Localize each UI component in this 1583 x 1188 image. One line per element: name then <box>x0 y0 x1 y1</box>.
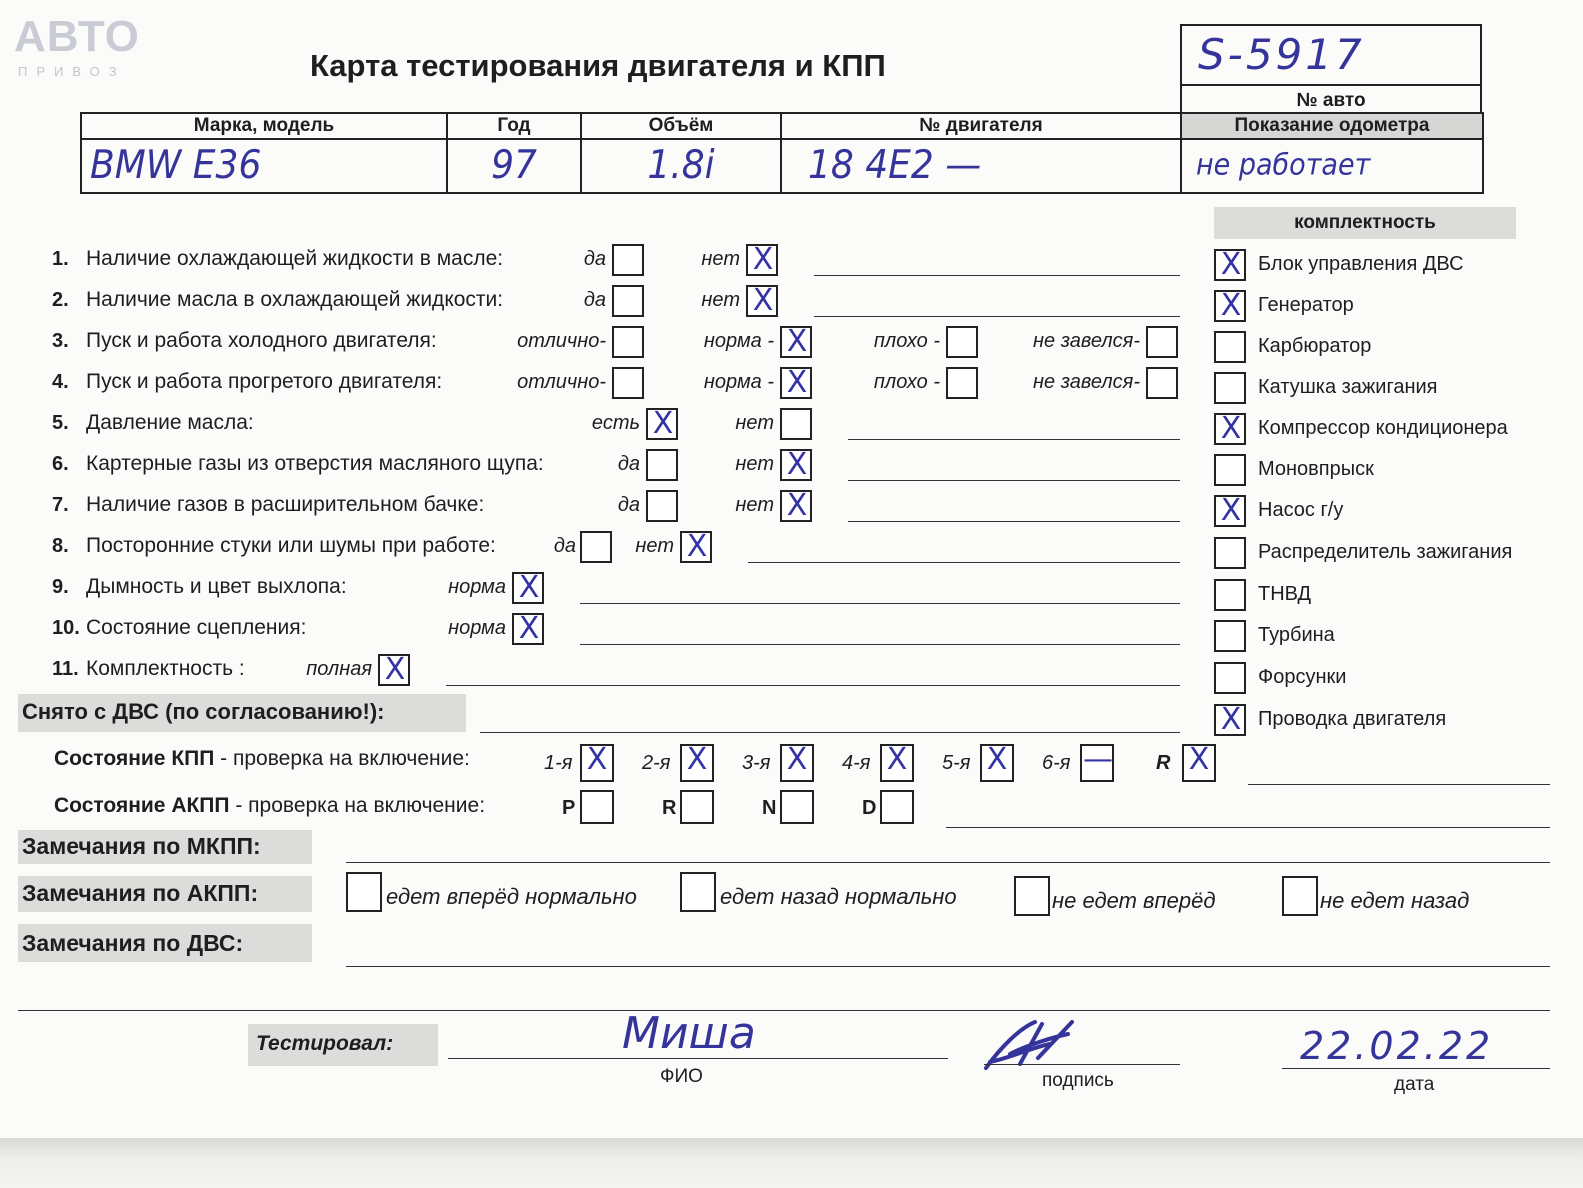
kit-checkbox[interactable] <box>1214 413 1246 445</box>
check-number: 1. <box>52 248 69 270</box>
gear-label: 6-я <box>1042 752 1071 774</box>
check-label: Картерные газы из отверстия масляного щупа: <box>86 452 544 475</box>
check-number: 2. <box>52 289 69 311</box>
check-mark-icon: X <box>786 447 808 482</box>
check-number: 8. <box>52 535 69 557</box>
check-mark-icon: X <box>686 529 708 564</box>
check-option-label: есть <box>591 412 640 434</box>
check-label: Дымность и цвет выхлопа: <box>86 575 347 598</box>
year-value: 97 <box>447 139 581 193</box>
kit-item-label: Распределитель зажигания <box>1258 541 1513 563</box>
gear-checkbox[interactable] <box>880 744 914 782</box>
check-label: Пуск и работа прогретого двигателя: <box>86 370 443 393</box>
header-label-year: Год <box>447 113 581 139</box>
akpp-remark-label: не едет назад <box>1320 888 1470 913</box>
kit-checkbox[interactable] <box>1214 331 1246 363</box>
kit-item-label: ТНВД <box>1258 583 1312 605</box>
gear-checkbox[interactable] <box>780 744 814 782</box>
gear-label: 5-я <box>942 752 971 774</box>
answer-line <box>848 521 1180 522</box>
akpp-remark-checkbox[interactable] <box>680 872 716 912</box>
header-label-volume: Объём <box>581 113 781 139</box>
kit-item-label: Компрессор кондиционера <box>1258 417 1508 439</box>
gear-label: 4-я <box>842 752 871 774</box>
check-mark-icon: X <box>1220 411 1242 446</box>
gear-checkbox[interactable] <box>980 744 1014 782</box>
check-option-label: не завелся- <box>1033 330 1140 352</box>
make-model-value: BMW E36 <box>81 139 447 193</box>
check-mark-icon: X <box>1188 742 1210 777</box>
answer-line <box>814 316 1180 317</box>
check-number: 5. <box>52 412 69 434</box>
akpp-mode-label: P <box>562 797 576 819</box>
odometer-value: не работает <box>1181 139 1483 193</box>
kit-checkbox[interactable] <box>1214 620 1246 652</box>
check-option-label: норма - <box>703 330 774 352</box>
akpp-mode-checkbox[interactable] <box>880 790 914 824</box>
akpp-label: Состояние АКПП - проверка на включение: <box>54 794 486 817</box>
kit-item-label: Блок управления ДВС <box>1258 253 1464 275</box>
check-option-label: полная <box>306 658 372 680</box>
header-label-make-model: Марка, модель <box>81 113 447 139</box>
answer-line <box>848 439 1180 440</box>
header-label-engine-number: № двигателя <box>781 113 1181 139</box>
akpp-remark-label: не едет вперёд <box>1052 888 1216 913</box>
gear-checkbox[interactable] <box>1182 744 1216 782</box>
page-title: Карта тестирования двигателя и КПП <box>310 48 886 83</box>
fio-label: ФИО <box>660 1066 703 1087</box>
kit-checkbox[interactable] <box>1214 537 1246 569</box>
check-mark-icon: X <box>1220 288 1242 323</box>
answer-line <box>814 275 1180 276</box>
fio-value: Миша <box>622 1008 756 1059</box>
check-option-label: норма <box>448 576 506 598</box>
akpp-mode-checkbox[interactable] <box>580 790 614 824</box>
kit-title: комплектность <box>1294 212 1436 233</box>
check-number: 10. <box>52 617 80 639</box>
car-number-label: № авто <box>1180 86 1482 116</box>
kit-item-label: Моновпрыск <box>1258 458 1374 480</box>
remarks-mkpp-label: Замечания по МКПП: <box>22 833 261 859</box>
check-option-checkbox[interactable] <box>512 613 544 645</box>
check-option-checkbox[interactable] <box>946 367 978 399</box>
kpp-label: Состояние КПП - проверка на включение: <box>54 747 470 770</box>
date-line <box>1282 1068 1550 1069</box>
check-label: Давление масла: <box>86 411 254 434</box>
engine-number-value: 18 4E2 — <box>781 139 1181 193</box>
answer-line <box>848 480 1180 481</box>
check-option-label: нет <box>735 494 774 516</box>
check-number: 11. <box>52 658 79 680</box>
gear-label: 1-я <box>544 752 573 774</box>
remarks-dvs-line-2 <box>18 1010 1550 1011</box>
check-option-label: норма - <box>703 371 774 393</box>
remarks-mkpp-line <box>346 862 1550 863</box>
check-mark-icon: X <box>518 570 540 605</box>
answer-line <box>446 685 1180 686</box>
check-number: 3. <box>52 330 69 352</box>
signature <box>980 1018 1080 1074</box>
check-option-checkbox[interactable] <box>946 326 978 358</box>
brand-logo: АВТО <box>14 12 140 61</box>
volume-value: 1.8i <box>581 139 781 193</box>
check-option-label: отлично- <box>517 371 606 393</box>
remarks-akpp-label: Замечания по АКПП: <box>22 880 259 906</box>
check-label: Наличие охлаждающей жидкости в масле: <box>86 247 504 270</box>
kit-item-label: Насос г/у <box>1258 499 1344 521</box>
gear-label: 2-я <box>642 752 671 774</box>
check-option-label: да <box>583 248 606 270</box>
check-mark-icon: X <box>752 242 774 277</box>
check-mark-icon: X <box>652 406 674 441</box>
kit-checkbox[interactable] <box>1214 372 1246 404</box>
check-option-checkbox[interactable] <box>780 449 812 481</box>
check-mark-icon: X <box>786 742 808 777</box>
check-option-checkbox[interactable] <box>746 244 778 276</box>
check-option-label: нет <box>635 535 674 557</box>
fio-line <box>448 1058 948 1059</box>
akpp-line <box>946 827 1550 828</box>
check-option-checkbox[interactable] <box>1146 367 1178 399</box>
check-label: Посторонние стуки или шумы при работе: <box>86 534 496 557</box>
kit-checkbox[interactable] <box>1214 579 1246 611</box>
check-option-label: не завелся- <box>1033 371 1140 393</box>
gear-label: 3-я <box>742 752 771 774</box>
kit-checkbox[interactable] <box>1214 495 1246 527</box>
check-option-checkbox[interactable] <box>512 572 544 604</box>
header-label-odometer: Показание одометра <box>1181 113 1483 139</box>
akpp-mode-checkbox[interactable] <box>780 790 814 824</box>
kit-checkbox[interactable] <box>1214 704 1246 736</box>
check-option-label: отлично- <box>517 330 606 352</box>
brand-logo-sub: ПРИВОЗ <box>18 64 126 79</box>
check-mark-icon: X <box>686 742 708 777</box>
check-option-checkbox[interactable] <box>378 654 410 686</box>
vehicle-info-table <box>80 112 1484 194</box>
check-label: Комплектность : <box>86 657 245 680</box>
check-option-label: норма <box>448 617 506 639</box>
kit-item-label: Карбюратор <box>1258 335 1372 357</box>
answer-line <box>580 644 1180 645</box>
akpp-mode-label: R <box>662 797 677 819</box>
check-option-checkbox[interactable] <box>680 531 712 563</box>
check-mark-icon: X <box>586 742 608 777</box>
remarks-dvs-label: Замечания по ДВС: <box>22 930 244 956</box>
check-mark-icon: X <box>786 324 808 359</box>
gear-checkbox[interactable] <box>680 744 714 782</box>
check-mark-icon: X <box>1220 247 1242 282</box>
akpp-mode-label: N <box>762 797 777 819</box>
check-option-label: да <box>553 535 576 557</box>
check-number: 7. <box>52 494 69 516</box>
check-option-label: плохо - <box>873 371 940 393</box>
check-option-label: да <box>583 289 606 311</box>
akpp-remark-checkbox[interactable] <box>346 872 382 912</box>
check-mark-icon: X <box>786 365 808 400</box>
gear-checkbox[interactable] <box>580 744 614 782</box>
check-option-label: да <box>617 494 640 516</box>
kpp-line <box>1248 784 1550 785</box>
removed-line <box>480 732 1180 733</box>
check-option-label: нет <box>701 248 740 270</box>
check-mark-icon: X <box>752 283 774 318</box>
page-edge <box>0 1138 1583 1188</box>
kit-item-label: Катушка зажигания <box>1258 376 1438 398</box>
signature-label: подпись <box>1042 1070 1114 1091</box>
kit-checkbox[interactable] <box>1214 290 1246 322</box>
check-option-label: нет <box>701 289 740 311</box>
check-mark-icon: X <box>886 742 908 777</box>
check-option-label: да <box>617 453 640 475</box>
akpp-mode-checkbox[interactable] <box>680 790 714 824</box>
kit-checkbox[interactable] <box>1214 662 1246 694</box>
check-mark-icon: — <box>1083 742 1113 777</box>
kit-item-label: Генератор <box>1258 294 1354 316</box>
akpp-remark-checkbox[interactable] <box>1282 876 1318 916</box>
check-mark-icon: X <box>1220 702 1242 737</box>
remarks-dvs-line <box>346 966 1550 967</box>
date-value: 22.02.22 <box>1300 1024 1494 1068</box>
check-label: Пуск и работа холодного двигателя: <box>86 329 437 352</box>
check-number: 9. <box>52 576 69 598</box>
kit-checkbox[interactable] <box>1214 454 1246 486</box>
car-number-value: S-5917 <box>1198 30 1365 79</box>
check-mark-icon: X <box>384 652 406 687</box>
check-mark-icon: X <box>518 611 540 646</box>
check-mark-icon: X <box>1220 493 1242 528</box>
check-mark-icon: X <box>786 488 808 523</box>
removed-label: Снято с ДВС (по согласованию!): <box>22 699 385 724</box>
check-option-checkbox[interactable] <box>1146 326 1178 358</box>
akpp-remark-checkbox[interactable] <box>1014 876 1050 916</box>
answer-line <box>748 562 1180 563</box>
check-number: 4. <box>52 371 69 393</box>
date-label: дата <box>1394 1074 1435 1095</box>
kit-item-label: Форсунки <box>1258 666 1347 688</box>
akpp-mode-label: D <box>862 797 877 819</box>
kit-item-label: Проводка двигателя <box>1258 708 1447 730</box>
signature-line <box>984 1064 1180 1065</box>
answer-line <box>580 603 1180 604</box>
tested-by-label: Тестировал: <box>256 1032 394 1055</box>
check-option-label: плохо - <box>873 330 940 352</box>
check-option-checkbox[interactable] <box>746 285 778 317</box>
akpp-remark-label: едет вперёд нормально <box>386 884 637 909</box>
check-label: Наличие масла в охлаждающей жидкости: <box>86 288 504 311</box>
kit-checkbox[interactable] <box>1214 249 1246 281</box>
check-number: 6. <box>52 453 69 475</box>
check-label: Состояние сцепления: <box>86 616 307 639</box>
akpp-remark-label: едет назад нормально <box>720 884 957 909</box>
check-option-label: нет <box>735 412 774 434</box>
check-option-checkbox[interactable] <box>780 490 812 522</box>
check-label: Наличие газов в расширительном бачке: <box>86 493 485 516</box>
check-option-checkbox[interactable] <box>780 408 812 440</box>
check-option-label: нет <box>735 453 774 475</box>
gear-checkbox[interactable] <box>1080 744 1114 782</box>
gear-label: R <box>1156 752 1171 774</box>
kit-item-label: Турбина <box>1258 624 1335 646</box>
check-mark-icon: X <box>986 742 1008 777</box>
